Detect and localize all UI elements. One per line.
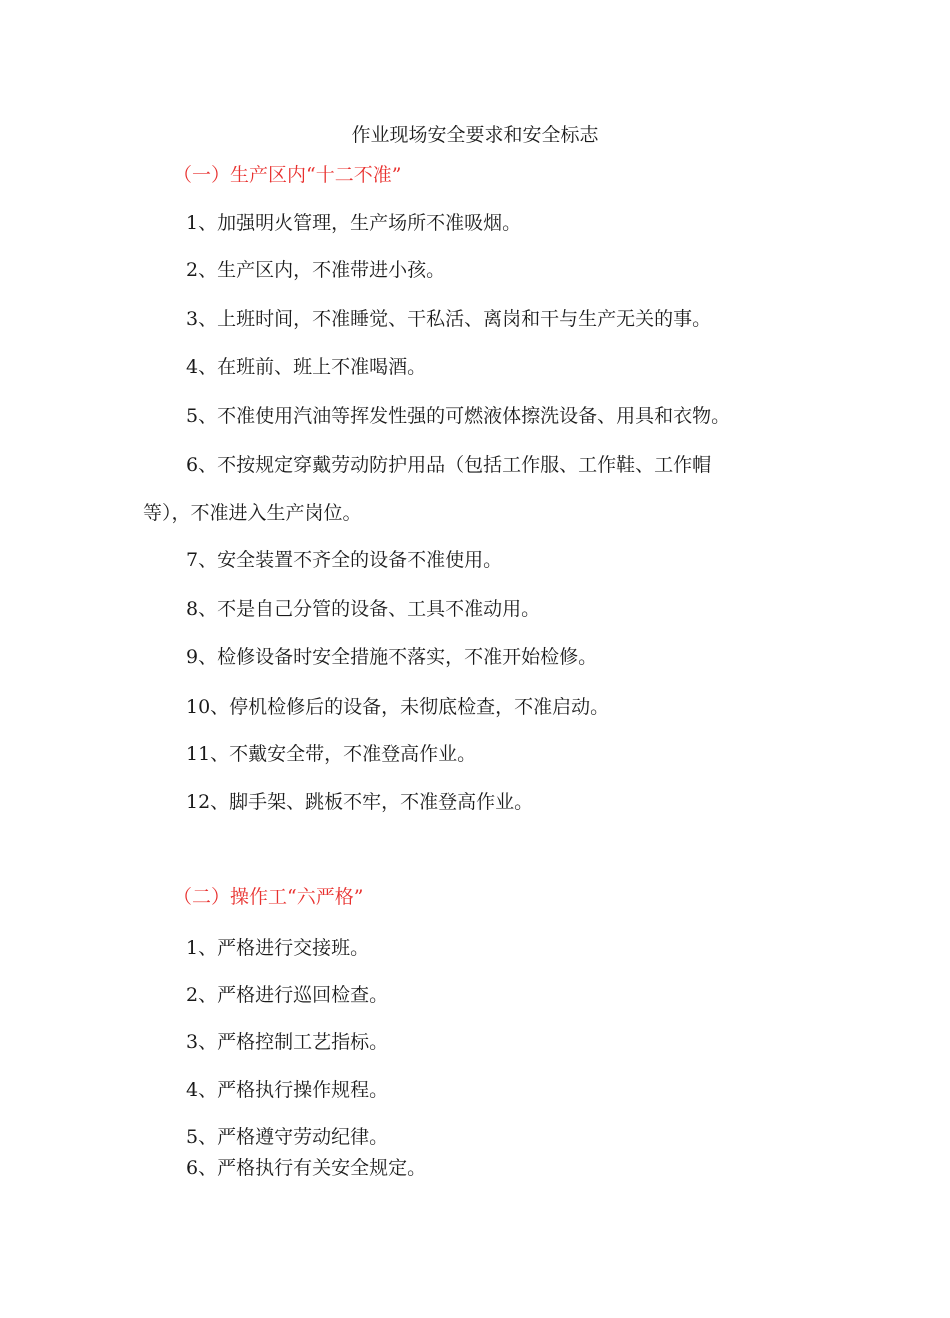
document-title: 作业现场安全要求和安全标志 xyxy=(351,124,599,146)
list-item-continuation: 等），不准进入生产岗位。 xyxy=(143,502,362,524)
list-item: 5、严格遵守劳动纪律。 xyxy=(186,1126,389,1148)
list-item: 5、不准使用汽油等挥发性强的可燃液体擦洗设备、用具和衣物。 xyxy=(186,405,731,427)
list-item: 10、停机检修后的设备，未彻底检查，不准启动。 xyxy=(186,696,610,718)
list-item: 1、加强明火管理，生产场所不准吸烟。 xyxy=(186,212,522,234)
list-item: 4、严格执行操作规程。 xyxy=(186,1079,389,1101)
list-item: 11、不戴安全带，不准登高作业。 xyxy=(186,743,477,765)
section-heading-six-strict-rules: （二）操作工“六严格” xyxy=(173,886,364,908)
list-item: 12、脚手架、跳板不牢，不准登高作业。 xyxy=(186,791,534,813)
list-item: 3、严格控制工艺指标。 xyxy=(186,1031,389,1053)
section-heading-twelve-prohibitions: （一）生产区内“十二不准” xyxy=(173,164,402,186)
list-item: 3、上班时间，不准睡觉、干私活、离岗和干与生产无关的事。 xyxy=(186,308,712,330)
list-item: 1、严格进行交接班。 xyxy=(186,937,370,959)
list-item: 6、严格执行有关安全规定。 xyxy=(186,1157,427,1179)
list-item: 9、检修设备时安全措施不落实，不准开始检修。 xyxy=(186,646,598,668)
list-item: 4、在班前、班上不准喝酒。 xyxy=(186,356,427,378)
list-item: 6、不按规定穿戴劳动防护用品（包括工作服、工作鞋、工作帽 xyxy=(186,454,712,476)
list-item: 8、不是自己分管的设备、工具不准动用。 xyxy=(186,598,541,620)
list-item: 7、安全装置不齐全的设备不准使用。 xyxy=(186,549,503,571)
list-item: 2、生产区内，不准带进小孩。 xyxy=(186,259,446,281)
list-item: 2、严格进行巡回检查。 xyxy=(186,984,389,1006)
